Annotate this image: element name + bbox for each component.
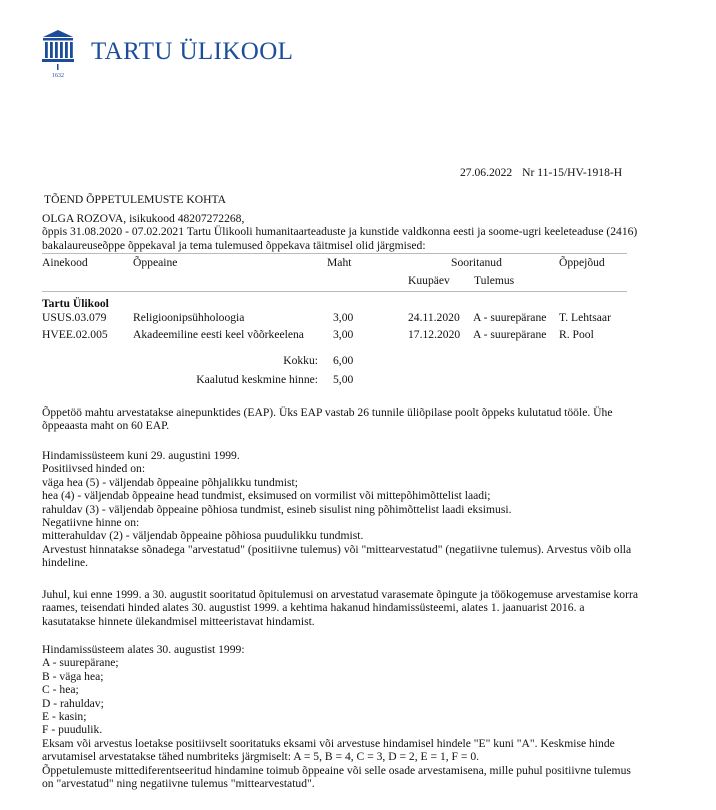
col-header-completed: Sooritanud	[451, 256, 502, 269]
table-top-rule	[42, 253, 627, 254]
row-date: 24.11.2020	[408, 311, 460, 324]
new-system-line: B - väga hea;	[42, 669, 104, 683]
row-lecturer: T. Lehtsaar	[559, 311, 611, 324]
new-system-line: F - puudulik.	[42, 723, 103, 737]
row-volume: 3,00	[333, 311, 354, 324]
university-seal-icon	[41, 30, 75, 78]
institution-name: Tartu Ülikool	[42, 297, 109, 310]
new-system-line: Õppetulemuste mittediferentseeritud hindamine toimub õppeaine või selle osade arvestamisena, mille puhul positiivne tulemus on "arvestatud" ning negatiivne tulemus "mittearvestatud".	[42, 763, 631, 791]
new-system-line: D - rahuldav;	[42, 696, 104, 710]
university-name-logo: TARTU ÜLIKOOL	[91, 38, 294, 65]
average-label: Kaalutud keskmine hinne:	[196, 373, 318, 386]
row-result: A - suurepärane	[473, 311, 547, 324]
new-system-line: Eksam või arvestus loetakse positiivselt sooritatuks eksami või arvestuse hindamisel hindele "E" kuni "A". Keskmise hinde arvutamisel arvestatakse tähed numbriteks järgmiselt: A = 5, B = 4, C = 3, D = 2, E = 1, F = 0.	[42, 736, 615, 764]
total-label: Kokku:	[283, 354, 318, 367]
col-header-volume: Maht	[327, 256, 352, 269]
old-system-line: Arvestust hinnatakse sõnadega "arvestatud" (positiivne tulemus) või "mittearvestatud" (negatiivne tulemus). Arvestus võib olla hindeline.	[42, 542, 632, 570]
document-dateline	[460, 166, 622, 179]
intro-paragraph	[42, 212, 638, 252]
transition-note: Juhul, kui enne 1999. a 30. augustit sooritatud õpitulemusi on arvestatud varasemate õpingute ja töökogemuse arvestamise korra raames, teisendati hinded alates 30. augustist 1999. a kehtima hakanud hindamissüsteemi, alates 1. jaanuarist 2016. a kasutatakse hinnete ülekandmisel mitteeristavat hindamist.	[42, 588, 638, 628]
old-system-line: Negatiivne hinne on:	[42, 516, 140, 530]
col-header-lecturer: Õppejõud	[559, 256, 605, 269]
new-system-line: C - hea;	[42, 683, 79, 697]
new-system-line: Hindamissüsteem alates 30. augustist 1999:	[42, 643, 245, 656]
row-lecturer: R. Pool	[559, 328, 594, 341]
old-system-line: rahuldav (3) - väljendab õppeaine põhiosa tundmist, esineb sisulist ning põhimõttelist laadi eksimusi.	[42, 502, 512, 516]
row-volume: 3,00	[333, 328, 354, 341]
old-system-line: Positiivsed hinded on:	[42, 462, 146, 476]
old-grading-system	[42, 449, 638, 570]
table-header-rule	[42, 291, 627, 292]
svg-text:1632: 1632	[52, 73, 64, 78]
average-value: 5,00	[333, 373, 354, 386]
document-title: TÕEND ÕPPETULEMUSTE KOHTA	[44, 193, 226, 206]
study-description: õppis 31.08.2020 - 07.02.2021 Tartu Ülikooli humanitaarteaduste ja kunstide valdkonna eesti ja soome-ugri keeleteaduse (2416) bakalaureuseõppe õppekaval ja tema tulemused õppekava täitmisel olid järgmised:	[42, 225, 638, 252]
document-date: 27.06.2022	[460, 166, 513, 179]
row-subject: Akadeemiline eesti keel võõrkeelena	[133, 328, 304, 341]
document-number: Nr 11-15/HV-1918-H	[522, 166, 623, 179]
old-system-line: hea (4) - väljendab õppeaine head tundmist, eksimused on vormilist või mittepõhimõttelist laadi;	[42, 489, 491, 503]
old-system-line: mitterahuldav (2) - väljendab õppeaine põhiosa puudulikku tundmist.	[42, 529, 364, 543]
student-line: OLGA ROZOVA, isikukood 48207272268,	[42, 212, 245, 225]
old-system-line: väga hea (5) - väljendab õppeaine põhjalikku tundmist;	[42, 475, 298, 489]
eap-note: Õppetöö mahtu arvestatakse ainepunktides (EAP). Üks EAP vastab 26 tunnile üliõpilase poolt õppeks kulutatud tööle. Ühe õppeaasta maht on 60 EAP.	[42, 406, 613, 433]
col-header-date: Kuupäev	[408, 274, 450, 287]
col-header-code: Ainekood	[42, 256, 88, 269]
col-header-result: Tulemus	[474, 274, 515, 287]
new-grading-system	[42, 643, 638, 790]
col-header-subject: Õppeaine	[133, 256, 178, 269]
new-system-line: E - kasin;	[42, 710, 87, 724]
row-subject: Religioonipsühholoogia	[133, 311, 245, 324]
new-system-line: A - suurepärane;	[42, 656, 119, 670]
row-date: 17.12.2020	[408, 328, 461, 341]
row-result: A - suurepärane	[473, 328, 547, 341]
row-code: USUS.03.079	[42, 311, 107, 324]
total-value: 6,00	[333, 354, 354, 367]
row-code: HVEE.02.005	[42, 328, 108, 341]
old-system-line: Hindamissüsteem kuni 29. augustini 1999.	[42, 449, 240, 462]
